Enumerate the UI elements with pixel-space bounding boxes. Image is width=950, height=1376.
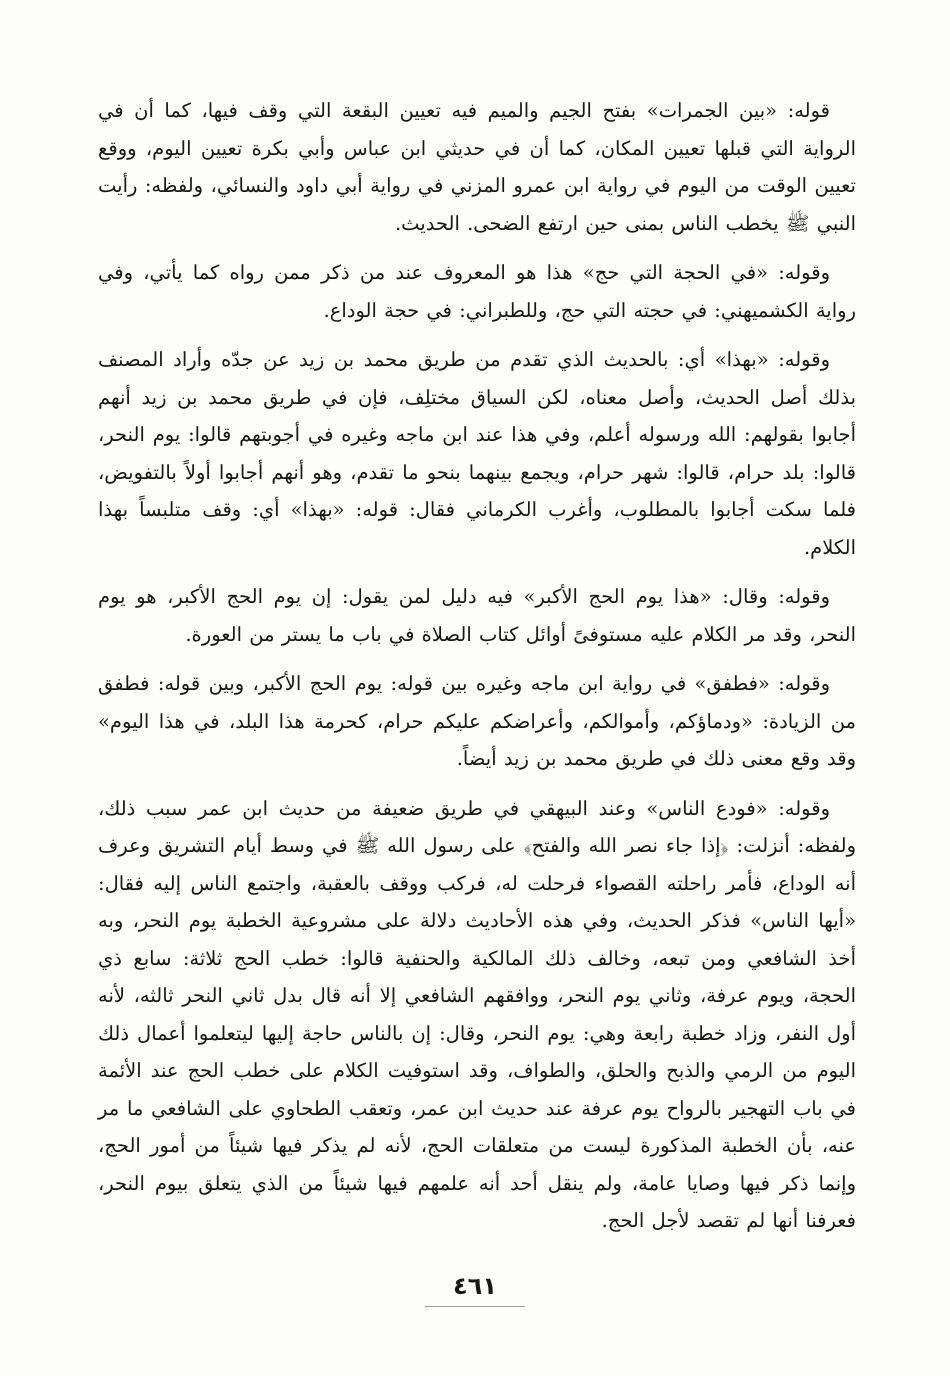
paragraph-5: وقوله: «فطفق» في رواية ابن ماجه وغيره بين قوله: يوم الحج الأكبر، وبين قوله: فطفق من الزيادة: «ودماؤكم، وأموالكم، وأعراضكم عليكم حرام، كحرمة هذا البلد، في هذا اليوم» وقد وقع معنى ذلك في طريق محمد بن زيد أيضاً. (98, 672, 856, 770)
page-number: ٤٦١ (453, 1272, 497, 1300)
paragraph-1: قوله: «بين الجمرات» بفتح الجيم والميم فيه تعيين البقعة التي وقف فيها، كما أن في الرواية التي قبلها تعيين المكان، كما أن في حديثي ابن عباس وأبي بكرة تعيين اليوم، ووقع تعيين الوقت من اليوم في رواية ابن عمرو المزني في رواية أبي داود والنسائي، ولفظه: رأيت النبي ﷺ يخطب الناس بمنى حين ارتفع الضحى. الحديث. (98, 99, 856, 235)
page-body (98, 92, 856, 1252)
paragraph-4: وقوله: وقال: «هذا يوم الحج الأكبر» فيه دليل لمن يقول: إن يوم الحج الأكبر، هو يوم النحر، وقد مر الكلام عليه مستوفىً أوائل كتاب الصلاة في باب ما يستر من العورة. (98, 585, 856, 646)
paragraph-2: وقوله: «في الحجة التي حج» هذا هو المعروف عند من ذكر ممن رواه كما يأتي، وفي رواية الكشميهني: في حجته التي حج، وللطبراني: في حجة الوداع. (98, 261, 856, 322)
paragraph-6: وقوله: «فودع الناس» وعند البيهقي في طريق ضعيفة من حديث ابن عمر سبب ذلك، ولفظه: أنزلت: ﴿إذا جاء نصر الله والفتح﴾ على رسول الله ﷺ في وسط أيام التشريق وعرف أنه الوداع، فأمر راحلته القصواء فرحلت له، فركب ووقف بالعقبة، واجتمع الناس إليه فقال: «أيها الناس» فذكر الحديث، وفي هذه الأحاديث دلالة على مشروعية الخطبة يوم النحر، وبه أخذ الشافعي ومن تبعه، وخالف ذلك المالكية والحنفية قالوا: خطب الحج ثلاثة: سابع ذي الحجة، ويوم عرفة، وثاني يوم النحر، ووافقهم الشافعي إلا أنه قال بدل ثاني النحر ثالثه، لأنه أول النفر، وزاد خطبة رابعة وهي: يوم النحر، وقال: إن بالناس حاجة إليها ليتعلموا أعمال ذلك اليوم من الرمي والذبح والحلق، والطواف، وقد استوفيت الكلام على خطب الحج عند الأئمة في باب التهجير بالرواح يوم عرفة عند حديث ابن عمر، وتعقب الطحاوي على الشافعي ما مر عنه، بأن الخطبة المذكورة ليست من متعلقات الحج، لأنه لم يذكر فيها شيئاً من أمور الحج، وإنما ذكر فيها وصايا عامة، ولم ينقل أحد أنه علمهم فيها شيئاً من الذي يتعلق بيوم النحر، فعرفنا أنها لم تقصد لأجل الحج. (98, 796, 856, 1232)
page-number-rule (425, 1306, 525, 1307)
paragraph-3: وقوله: «بهذا» أي: بالحديث الذي تقدم من طريق محمد بن زيد عن جدّه وأراد المصنف بذلك أصل الحديث، وأصل معناه، لكن السياق مختلِف، فإن في طريق محمد بن زيد أنهم أجابوا بقولهم: الله ورسوله أعلم، وفي هذا عند ابن ماجه وغيره في أجوبتهم قالوا: يوم النحر، قالوا: بلد حرام، قالوا: شهر حرام، ويجمع بينهما بنحو ما تقدم، وهو أنهم أجابوا أولاً بالتفويض، فلما سكت أجابوا بالمطلوب، وأغرب الكرماني فقال: قوله: «بهذا» أي: وقف متلبساً بهذا الكلام. (98, 348, 856, 559)
